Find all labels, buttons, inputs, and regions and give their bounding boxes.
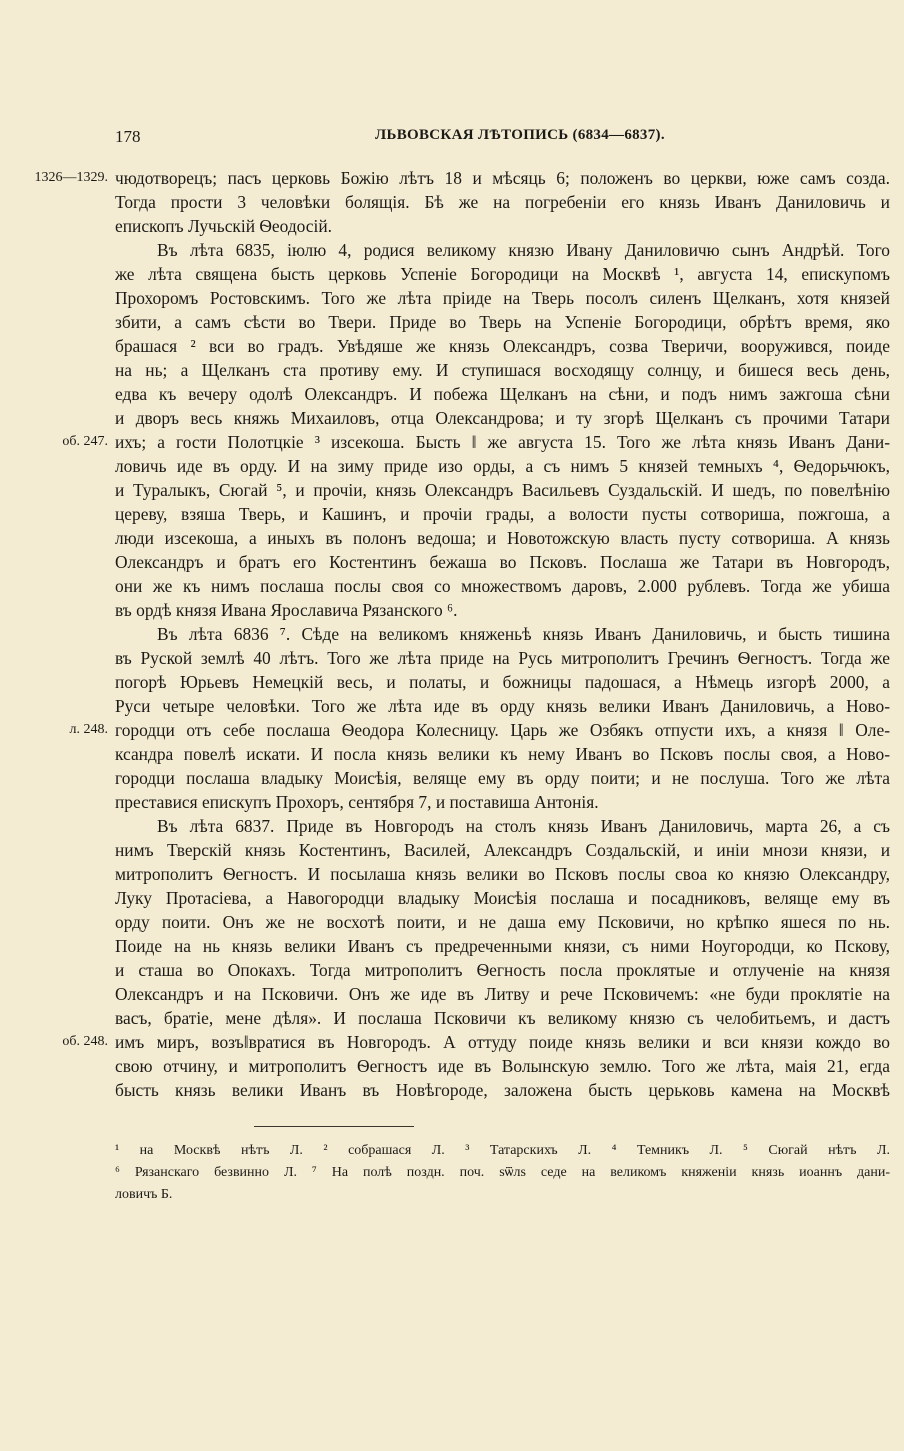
text-line: въ Руской землѣ 40 лѣтъ. Того же лѣта приде на Русь митрополитъ Гречинъ Ѳегностъ. Тогда же [115, 648, 890, 668]
text-line: люди изсекоша, а иныхъ въ полонъ ведоша; и Новотожскую власть пусту сотвориша. А князь [115, 528, 890, 548]
text-line: Луку Протасіева, а Навогородци владыку Моисѣія послаша и посадниковъ, веляще ему въ [115, 888, 890, 908]
text-line: едва къ вечеру одолѣ Олександръ. И побежа Щелканъ на сѣни, и подъ нимъ зажгоша сѣни [115, 384, 890, 404]
text-line: епископъ Лучьскій Ѳеодосій. [115, 216, 333, 236]
page-header [0, 127, 904, 151]
text-line: Руси четыре человѣки. Того же лѣта иде въ орду князь велики Иванъ Даниловичь, а Ново- [115, 696, 890, 716]
text-line: брашася ² вси во градъ. Увѣдяше же князь Олександръ, созва Тверичи, вооружився, поиде [115, 336, 890, 356]
footnote-divider [254, 1126, 414, 1127]
text-line: чюдотворецъ; пасъ церковь Божію лѣтъ 18 и мѣсяць 6; положенъ во церкви, юже самъ созда. [115, 168, 890, 188]
text-line: Тогда прости 3 человѣки болящія. Бѣ же на погребеніи его князь Иванъ Даниловичь и [115, 192, 890, 212]
text-line: ксандра повелѣ искати. И посла князь велики къ нему Иванъ во Псковъ послы своя, а Ново- [115, 744, 890, 764]
margin-note-folio: л. 248. [69, 722, 108, 737]
page-number: 178 [115, 127, 141, 146]
text-line: Въ лѣта 6835, іюлю 4, родися великому князю Ивану Даниловичю сынъ Андрѣй. Того [157, 240, 890, 260]
text-line: Прохоромъ Ростовскимъ. Того же лѣта пріиде на Тверь посолъ силенъ Щелканъ, хотя князей [115, 288, 890, 308]
text-line: и дворъ весь княжь Михаиловъ, отца Олександрова; и ту згорѣ Щелканъ съ прочими Татари [115, 408, 890, 428]
text-line: васъ, братіе, мене дѣля». И послаша Псковичи къ великому князю съ челобитьемъ, и дастъ [115, 1008, 890, 1028]
text-line: городци отъ себе послаша Ѳеодора Колесницу. Царь же Озбякъ отпусти ихъ, а князя ‖ Оле- [115, 720, 890, 740]
text-line: погорѣ Юрьевъ Немецкій весь, и полаты, и божницы падошася, а Нѣмець изгорѣ 2000, а [115, 672, 890, 692]
text-line: ихъ; а гости Полотцкіе ³ изсекоша. Бысть ‖ же августа 15. Того же лѣта князь Иванъ Дани- [115, 432, 890, 452]
running-title: ЛЬВОВСКАЯ ЛѢТОПИСЬ (6834—6837). [375, 127, 665, 143]
text-line: цереву, взяша Тверь, и Кашинъ, и прочіи грады, а волости пусты сотвориша, пожгоша, а [115, 504, 890, 524]
text-line: городци послаша владыку Моисѣія, веляще ему въ орду поити; и не послуша. Того же лѣта [115, 768, 890, 788]
text-line: же лѣта священа бысть церковь Успеніе Богородици на Москвѣ ¹, августа 14, епискупомъ [115, 264, 890, 284]
text-line: Олександръ и братъ его Костентинъ бежаша во Псковъ. Послаша же Татари въ Новгородъ, [115, 552, 890, 572]
text-line: Олександръ и на Псковичи. Онъ же иде въ Литву и рече Псковичемъ: «не буди проклятіе на [115, 984, 890, 1004]
margin-note-folio: об. 247. [62, 434, 108, 449]
footnote-line: ¹ на Москвѣ нѣтъ Л. ² собрашася Л. ³ Татарскихъ Л. ⁴ Темникъ Л. ⁵ Сюгай нѣтъ Л. [115, 1143, 890, 1158]
text-line: збити, а самъ сѣсти во Твери. Приде во Тверь на Успеніе Богородици, обрѣтъ время, яко [115, 312, 890, 332]
margin-note-years: 1326—1329. [34, 170, 108, 185]
text-line: въ ордѣ князя Ивана Ярославича Рязанского ⁶. [115, 600, 458, 620]
text-line: ловичь иде въ орду. И на зиму приде изо орды, а съ нимъ 5 князей темныхъ ⁴, Ѳедорьчюкъ, [115, 456, 890, 476]
text-line: Въ лѣта 6836 ⁷. Сѣде на великомъ княженьѣ князь Иванъ Даниловичь, и бысть тишина [157, 624, 890, 644]
text-line: орду поити. Онъ же не восхотѣ поити, и не даша ему Псковичи, но крѣпко яшеся по нь. [115, 912, 890, 932]
text-line: бысть князь велики Иванъ въ Новѣгороде, заложена бысть церьковь камена на Москвѣ [115, 1080, 890, 1100]
text-line: свою отчину, и митрополитъ Ѳегностъ иде въ Волынскую землю. Того же лѣта, маія 21, егда [115, 1056, 890, 1076]
text-line: Въ лѣта 6837. Приде въ Новгородъ на столъ князь Иванъ Даниловичь, марта 26, а съ [157, 816, 890, 836]
text-line: митрополитъ Ѳегностъ. И посылаша князь велики во Псковъ послы своа ко князю Олександру, [115, 864, 890, 884]
text-line: и Туралыкъ, Сюгай ⁵, и прочіи, князь Олександръ Васильевъ Суздальскій. И шедъ, по повелѣнію [115, 480, 890, 500]
text-line: они же къ нимъ послаша послы своя со множествомъ даровъ, 2.000 рублевъ. Тогда же убиша [115, 576, 890, 596]
text-line: имъ миръ, возъ‖вратися въ Новгородъ. А оттуду поиде князь велики и вси князи кождо во [115, 1032, 890, 1052]
text-line: Поиде на нь князь велики Иванъ съ предреченными князи, съ ними Ноугородци, ко Пскову, [115, 936, 890, 956]
text-line: нимъ Тверскій князь Костентинъ, Василей, Александръ Создальскій, и иніи мнози князи, и [115, 840, 890, 860]
margin-note-folio: об. 248. [62, 1034, 108, 1049]
footnote-line: ловичъ Б. [115, 1187, 173, 1202]
text-line: преставися епискупъ Прохоръ, сентября 7, и поставиша Антонія. [115, 792, 599, 812]
text-line: и сташа во Опокахъ. Тогда митрополитъ Ѳегность посла проклятые и отлученіе на князя [115, 960, 890, 980]
footnote-line: ⁶ Рязанскаго безвинно Л. ⁷ На полѣ поздн. поч. ѕѿлѕ седе на великомъ княженіи князь иоаннъ дани- [115, 1165, 890, 1180]
text-line: на нь; а Щелканъ ста противу ему. И ступишася восходящу солнцу, и бишеся весь день, [115, 360, 890, 380]
